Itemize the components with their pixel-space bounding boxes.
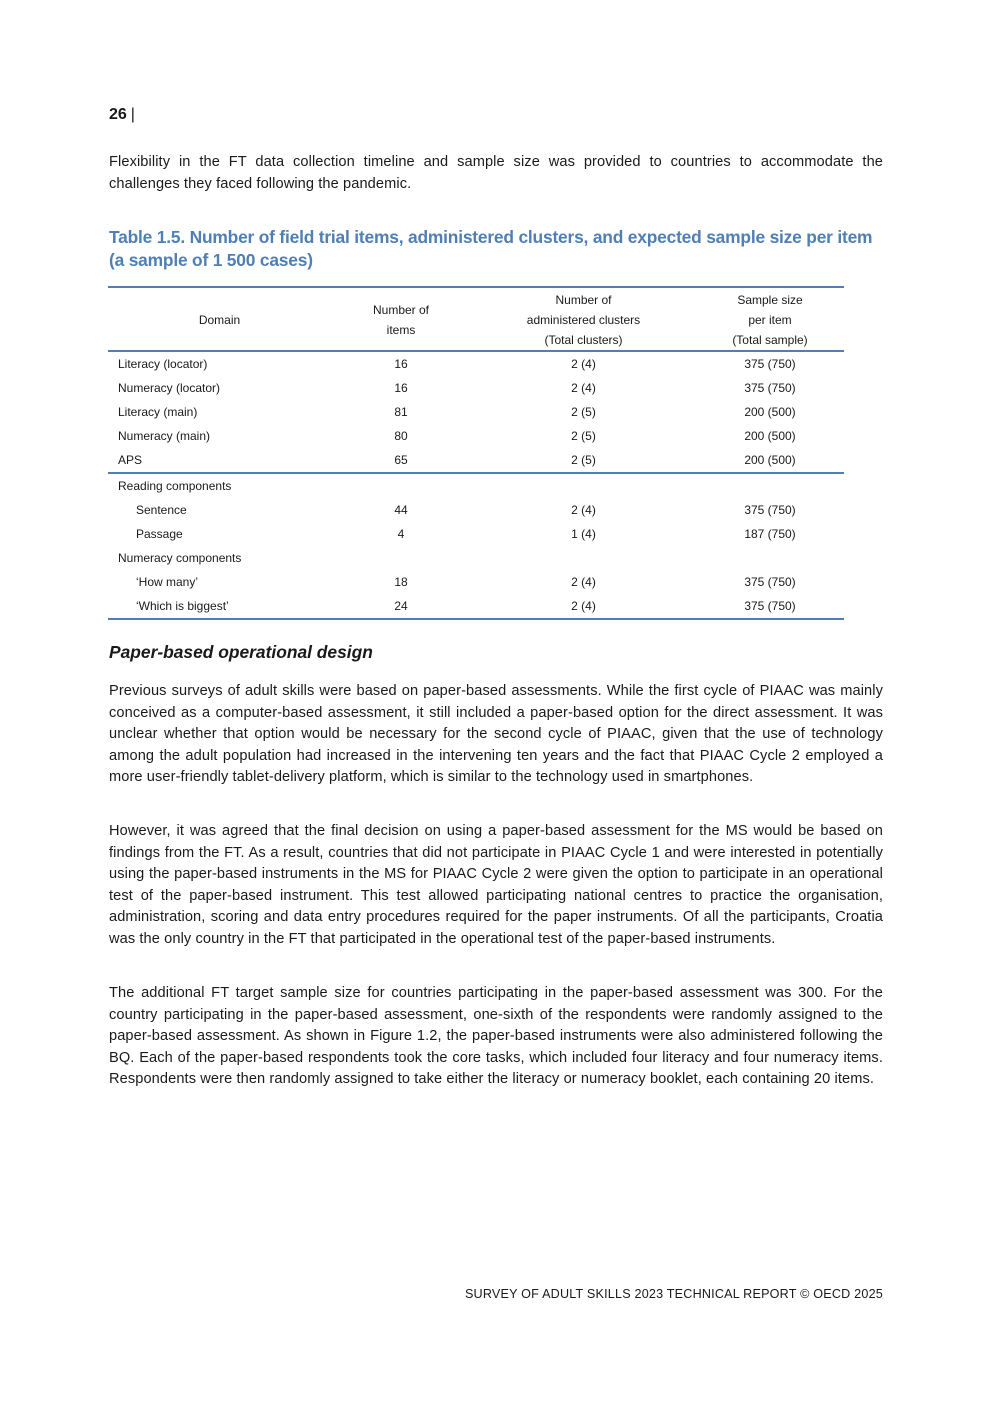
page-footer: SURVEY OF ADULT SKILLS 2023 TECHNICAL REPORT © OECD 2025 <box>464 1287 883 1301</box>
cell-sample: 375 (750) <box>744 503 796 517</box>
cell-clusters: 2 (5) <box>571 405 596 419</box>
cell-sample: 200 (500) <box>744 405 796 419</box>
field-trial-table <box>108 286 844 620</box>
cell-domain: ‘How many’ <box>136 575 199 589</box>
cell-domain: Numeracy components <box>118 551 242 565</box>
table-row <box>108 424 844 448</box>
body-paragraph: Previous surveys of adult skills were based on paper-based assessments. While the first cycle of PIAAC was mainly conceived as a computer-based assessment, it still included a paper-based option for the direct assessment. It was unclear whether that option would be necessary for the second cycle of PIAAC, given that the use of technology among the adult population had increased in the intervening ten years and the fact that PIAAC Cycle 2 employed a more user-friendly tablet-delivery platform, which is similar to the technology used in smartphones. <box>109 683 883 786</box>
cell-clusters <box>471 473 696 498</box>
cell-sample: 375 (750) <box>744 357 796 371</box>
table-title: Table 1.5. Number of field trial items, administered clusters, and expected sample size per item (a sample of 1 500 cases) <box>109 227 873 270</box>
cell-sample: 200 (500) <box>744 429 796 443</box>
page-number-value: 26 <box>109 106 127 123</box>
cell-items: 65 <box>394 453 408 467</box>
cell-items: 80 <box>394 429 408 443</box>
table-row <box>108 400 844 424</box>
cell-clusters: 1 (4) <box>571 527 596 541</box>
cell-domain: Literacy (locator) <box>118 357 208 371</box>
cell-sample: 375 (750) <box>744 599 796 613</box>
table-row <box>108 570 844 594</box>
header-clusters: Number of administered clusters (Total clusters) <box>526 293 641 347</box>
table-row <box>108 522 844 546</box>
cell-items: 24 <box>394 599 408 613</box>
cell-domain: Reading components <box>118 479 232 493</box>
cell-items: 81 <box>394 405 408 419</box>
table-row <box>108 448 844 473</box>
cell-sample: 375 (750) <box>744 575 796 589</box>
page-number <box>109 106 135 124</box>
cell-sample: 200 (500) <box>744 453 796 467</box>
cell-clusters <box>471 546 696 570</box>
header-domain: Domain <box>198 313 241 327</box>
cell-items: 18 <box>394 575 408 589</box>
header-sample: Sample size per item (Total sample) <box>732 293 808 347</box>
cell-items: 4 <box>397 527 405 541</box>
cell-items: 16 <box>394 381 408 395</box>
page-number-separator: | <box>130 106 135 123</box>
cell-sample <box>696 546 844 570</box>
cell-domain: Literacy (main) <box>118 405 198 419</box>
cell-clusters: 2 (5) <box>571 453 596 467</box>
cell-sample: 375 (750) <box>744 381 796 395</box>
table-row <box>108 594 844 619</box>
cell-clusters: 2 (4) <box>571 381 596 395</box>
cell-clusters: 2 (4) <box>571 357 596 371</box>
cell-clusters: 2 (5) <box>571 429 596 443</box>
cell-items <box>331 546 471 570</box>
cell-domain: Numeracy (locator) <box>118 381 221 395</box>
cell-domain: Passage <box>136 527 183 541</box>
section-heading: Paper-based operational design <box>109 642 373 662</box>
cell-domain: APS <box>118 453 143 467</box>
cell-domain: ‘Which is biggest’ <box>136 599 229 613</box>
table-row <box>108 351 844 376</box>
cell-clusters: 2 (4) <box>571 575 596 589</box>
cell-clusters: 2 (4) <box>571 503 596 517</box>
cell-domain: Numeracy (main) <box>118 429 211 443</box>
cell-domain: Sentence <box>136 503 187 517</box>
cell-sample: 187 (750) <box>744 527 796 541</box>
cell-items: 44 <box>394 503 408 517</box>
cell-items <box>331 473 471 498</box>
table-group-row <box>108 473 844 498</box>
cell-clusters: 2 (4) <box>571 599 596 613</box>
header-items: Number of items <box>372 303 430 337</box>
cell-sample <box>696 473 844 498</box>
table-group-row <box>108 546 844 570</box>
cell-items: 16 <box>394 357 408 371</box>
table-header-row <box>108 287 844 351</box>
intro-paragraph: Flexibility in the FT data collection timeline and sample size was provided to countries to accommodate the challenges they faced following the pandemic. <box>109 154 883 192</box>
body-paragraph: However, it was agreed that the final decision on using a paper-based assessment for the MS would be based on findings from the FT. As a result, countries that did not participate in PIAAC Cycle 1 and were interested in potentially using the paper-based instruments in the MS for PIAAC Cycle 2 were given the option to participate in an operational test of the paper-based instrument. This test allowed participating national centres to practice the organisation, administration, scoring and data entry procedures required for the paper instruments. Of all the participants, Croatia was the only country in the FT that participated in the operational test of the paper-based instruments. <box>109 823 883 947</box>
table-row <box>108 376 844 400</box>
body-paragraph: The additional FT target sample size for countries participating in the paper-based assessment was 300. For the country participating in the paper-based assessment, one-sixth of the respondents were randomly assigned to the paper-based assessment. As shown in Figure 1.2, the paper-based instruments were also administered following the BQ. Each of the paper-based respondents took the core tasks, which included four literacy and four numeracy items. Respondents were then randomly assigned to take either the literacy or numeracy booklet, each containing 20 items. <box>109 985 883 1088</box>
table-row <box>108 498 844 522</box>
